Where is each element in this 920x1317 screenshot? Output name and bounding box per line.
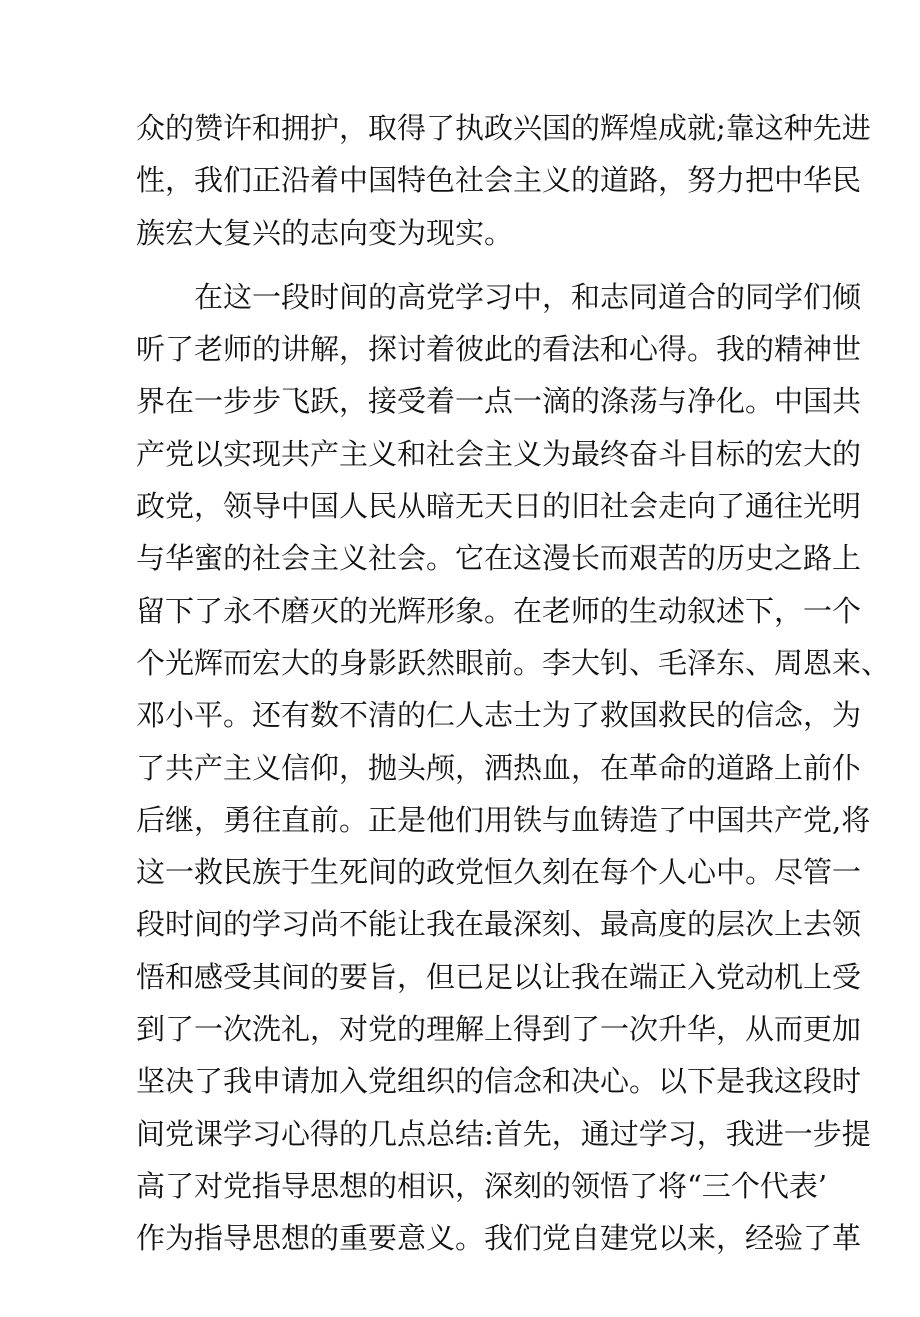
text-line: 政党，领导中国人民从暗无天日的旧社会走向了通往光明 — [136, 489, 862, 524]
text-line: 间党课学习心得的几点总结:首先，通过学习，我进一步提 — [136, 1116, 871, 1151]
text-line: 段时间的学习尚不能让我在最深刻、最高度的层次上去领 — [136, 907, 862, 942]
text-line: 在这一段时间的高党学习中，和志同道合的同学们倾 — [136, 279, 862, 314]
text-line: 个光辉而宏大的身影跃然眼前。李大钊、毛泽东、周恩来、 — [136, 645, 891, 680]
text-line: 邓小平。还有数不清的仁人志士为了救国救民的信念，为 — [136, 698, 862, 733]
text-line: 这一救民族于生死间的政党恒久刻在每个人心中。尽管一 — [136, 855, 862, 890]
text-line: 高了对党指导思想的相识，深刻的领悟了将“三个代表’ — [136, 1168, 828, 1203]
text-line — [136, 1265, 796, 1317]
text-line: 坚决了我申请加入党组织的信念和决心。以下是我这段时 — [136, 1064, 862, 1099]
text-line: 了共产主义信仰，抛头颅，洒热血，在革命的道路上前仆 — [136, 750, 862, 785]
document-body — [136, 102, 891, 1317]
text-line: 众的赞许和拥护，取得了执政兴国的辉煌成就;靠这种先进 — [136, 111, 871, 145]
text-line: 留下了永不磨灭的光辉形象。在老师的生动叙述下，一个 — [136, 593, 862, 628]
text-line: 性，我们正沿着中国特色社会主义的道路，努力把中华民 — [136, 163, 862, 198]
paragraph-1 — [136, 102, 871, 259]
text-line: 与华蜜的社会主义社会。它在这漫长而艰苦的历史之路上 — [136, 541, 862, 576]
text-line: 听了老师的讲解，探讨着彼此的看法和心得。我的精神世 — [136, 332, 862, 367]
text-line: 后继，勇往直前。正是他们用铁与血铸造了中国共产党,将 — [136, 802, 871, 837]
text-line: 产党以实现共产主义和社会主义为最终奋斗目标的宏大的 — [136, 436, 862, 471]
text-line: 悟和感受其间的要旨，但已足以让我在端正入党动机上受 — [136, 959, 862, 994]
text-line: 族宏大复兴的志向变为现实。 — [136, 215, 514, 250]
text-line: 界在一步步飞跃，接受着一点一滴的涤荡与净化。中国共 — [136, 384, 862, 419]
paragraph-2 — [136, 271, 891, 1317]
text-line: 作为指导思想的重要意义。我们党自建党以来，经验了革 — [136, 1221, 862, 1256]
text-line: 到了一次洗礼，对党的理解上得到了一次升华，从而更加 — [136, 1012, 862, 1047]
